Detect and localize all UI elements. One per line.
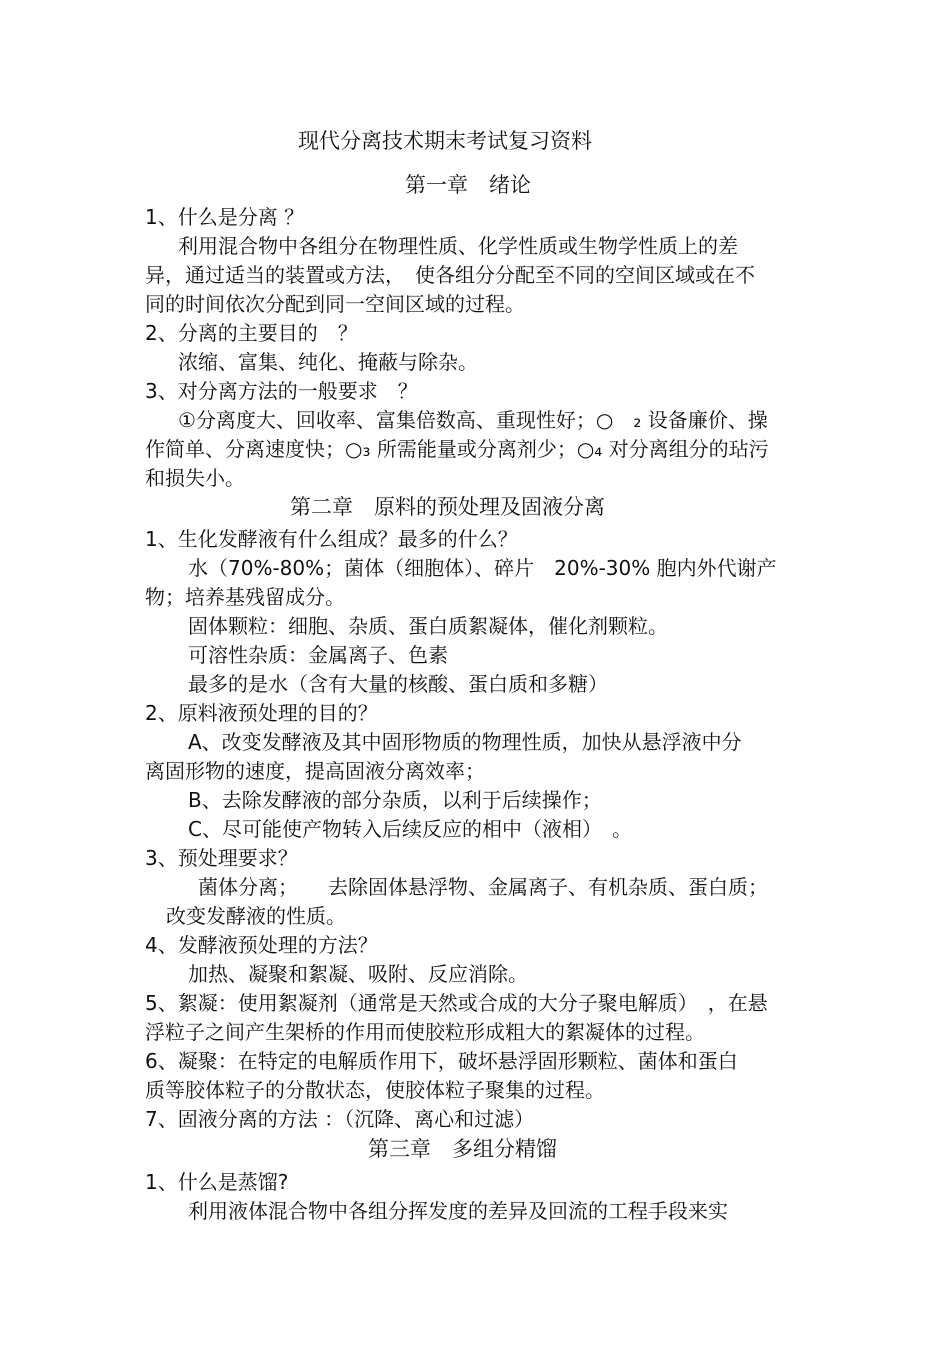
question-text: 7、固液分离的方法 ：（沉降、离心和过滤） bbox=[145, 1107, 535, 1131]
question-text: 4、发酵液预处理的方法？ bbox=[145, 933, 378, 957]
definition-text: 5、絮凝：使用絮凝剂（通常是天然或合成的大分子聚电解质） ，在悬 bbox=[145, 991, 768, 1015]
question-text: 1、什么是分离 ？ bbox=[145, 205, 305, 229]
answer-text: 利用混合物中各组分在物理性质、化学性质或生物学性质上的差 bbox=[178, 234, 738, 258]
answer-text: 最多的是水（含有大量的核酸、蛋白质和多糖） bbox=[188, 672, 608, 696]
answer-text: 菌体分离； 去除固体悬浮物、金属离子、有机杂质、蛋白质； bbox=[198, 875, 768, 899]
question-text: 1、什么是蒸馏? bbox=[145, 1170, 289, 1194]
chapter-3-heading: 第三章 多组分精馏 bbox=[368, 1137, 557, 1161]
answer-text: 加热、凝聚和絮凝、吸附、反应消除。 bbox=[188, 962, 528, 986]
answer-text: 作简单、分离速度快；○₃ 所需能量或分离剂少；○₄ 对分离组分的玷污 bbox=[145, 437, 769, 461]
answer-text: C、尽可能使产物转入后续反应的相中（液相） 。 bbox=[188, 817, 632, 841]
answer-text: 异，通过适当的装置或方法， 使各组分分配至不同的空间区域或在不 bbox=[145, 263, 755, 287]
question-text: 3、对分离方法的一般要求 ？ bbox=[145, 379, 418, 403]
answer-text: 和损失小。 bbox=[145, 466, 245, 490]
answer-text: 利用液体混合物中各组分挥发度的差异及回流的工程手段来实 bbox=[188, 1199, 728, 1223]
answer-text: 改变发酵液的性质。 bbox=[166, 904, 346, 928]
chapter-1-heading: 第一章 绪论 bbox=[405, 173, 531, 197]
answer-text: 固体颗粒：细胞、杂质、蛋白质絮凝体，催化剂颗粒。 bbox=[188, 614, 668, 638]
page-title: 现代分离技术期末考试复习资料 bbox=[298, 129, 592, 153]
answer-text: 同的时间依次分配到同一空间区域的过程。 bbox=[145, 292, 525, 316]
answer-text: 水（70%-80%；菌体（细胞体）、碎片 20%-30% 胞内外代谢产 bbox=[188, 556, 777, 580]
answer-text: 离固形物的速度，提高固液分离效率； bbox=[145, 759, 485, 783]
answer-text: 浓缩、富集、纯化、掩蔽与除杂。 bbox=[178, 350, 478, 374]
answer-text: 物；培养基残留成分。 bbox=[145, 585, 345, 609]
definition-text: 浮粒子之间产生架桥的作用而使胶粒形成粗大的絮凝体的过程。 bbox=[145, 1020, 705, 1044]
chapter-2-heading: 第二章 原料的预处理及固液分离 bbox=[290, 495, 605, 519]
answer-text: B、去除发酵液的部分杂质，以利于后续操作； bbox=[188, 788, 602, 812]
answer-text: ①分离度大、回收率、富集倍数高、重现性好；○ ₂ 设备廉价、操 bbox=[178, 408, 768, 432]
answer-text: A、改变发酵液及其中固形物质的物理性质，加快从悬浮液中分 bbox=[188, 730, 742, 754]
question-text: 1、生化发酵液有什么组成？最多的什么？ bbox=[145, 527, 518, 551]
definition-text: 6、凝聚：在特定的电解质作用下，破坏悬浮固形颗粒、菌体和蛋白 bbox=[145, 1049, 738, 1073]
definition-text: 质等胶体粒子的分散状态，使胶体粒子聚集的过程。 bbox=[145, 1078, 605, 1102]
answer-text: 可溶性杂质：金属离子、色素 bbox=[188, 643, 448, 667]
question-text: 2、分离的主要目的 ？ bbox=[145, 321, 358, 345]
question-text: 3、预处理要求？ bbox=[145, 846, 298, 870]
question-text: 2、原料液预处理的目的？ bbox=[145, 701, 378, 725]
